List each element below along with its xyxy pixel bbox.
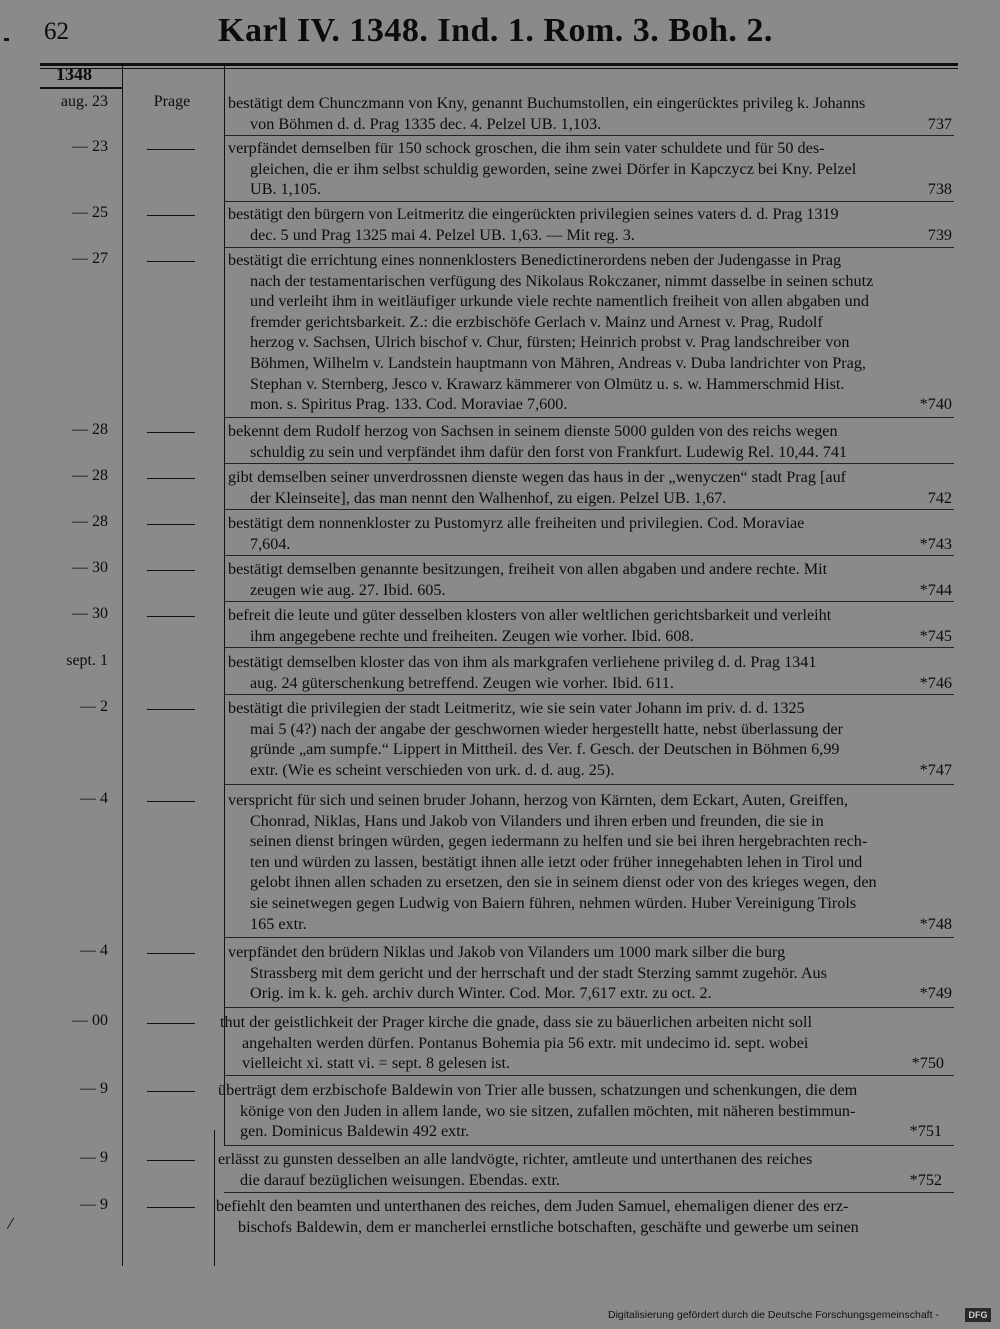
entry-line: Böhmen, Wilhelm v. Landstein hauptmann von Mähren, Andreas v. Duba landrichter von Prag, — [250, 353, 866, 372]
entry-text — [228, 652, 952, 693]
entry-line-text: dec. 5 und Prag 1325 mai 4. Pelzel UB. 1,63. — Mit reg. 3. — [250, 225, 635, 244]
place-ditto-dash — [147, 1023, 195, 1024]
entry-line: schuldig zu sein und verpfändet ihm dafür den forst von Frankfurt. Ludewig Rel. 10,44. 741 — [250, 442, 848, 461]
entry-date: — 28 — [72, 421, 108, 438]
entry-line: seinen dienst bringen würden, gegen iedermann zu helfen und sie bei ihren hergebrachten rech- — [250, 832, 868, 851]
entry-line-text: aug. 24 güterschenkung betreffend. Zeugen wie vorher. Ibid. 611. — [250, 673, 674, 692]
regest-number: *751 — [909, 1122, 942, 1141]
entry-divider — [224, 247, 954, 248]
place-ditto-dash — [147, 1160, 195, 1161]
entry-line: verpfändet den brüdern Niklas und Jakob von Vilanders um 1000 mark silber die burg — [228, 943, 786, 961]
entry-divider — [224, 509, 954, 510]
entry-text — [228, 698, 952, 780]
entry-line — [228, 914, 952, 935]
place-ditto-dash — [147, 261, 195, 262]
place-ditto-dash — [147, 215, 195, 216]
regest-number: *746 — [919, 673, 952, 692]
entry-line-text: extr. (Wie es scheint verschieden von urk. d. d. aug. 25). — [250, 760, 615, 779]
entry-date: — 00 — [72, 1012, 108, 1029]
entry-line — [228, 626, 952, 647]
place-ditto-dash — [147, 432, 195, 433]
entry-line: thut der geistlichkeit der Prager kirche die gnade, dass sie zu bäuerlichen arbeiten nicht soll — [220, 1013, 812, 1031]
entry-date: — 2 — [80, 698, 108, 715]
entry-line: bestätigt die errichtung eines nonnenklosters Benedictinerordens neben der Judengasse in Prag — [228, 251, 842, 269]
entry-date: — 9 — [80, 1196, 108, 1213]
entry-text — [228, 138, 952, 200]
year-rule — [40, 87, 122, 89]
entry-text — [228, 559, 952, 600]
entry-line: bestätigt dem Chunczmann von Kny, genannt Buchumstollen, ein eingerücktes privileg k. Johanns — [228, 94, 866, 112]
regest-number: *749 — [919, 984, 952, 1003]
entry-line: fremder gerichtsbarkeit. Z.: die erzbischöfe Gerlach v. Mainz und Arnest v. Prag, Rudolf — [250, 312, 823, 331]
entry-divider — [224, 937, 954, 938]
entry-line: könige von den Juden in allem lande, wo sie sitzen, zufallen möchten, mit näheren bestimmun- — [240, 1101, 856, 1120]
place-ditto-dash — [147, 524, 195, 525]
entry-line: befiehlt den beamten und unterthanen des reiches, dem Juden Samuel, ehemaligen diener des erz- — [216, 1197, 849, 1215]
entry-text — [228, 942, 952, 1004]
entry-line-text: von Böhmen d. d. Prag 1335 dec. 4. Pelzel UB. 1,103. — [250, 114, 602, 133]
entry-divider — [224, 135, 954, 136]
entry-line: angehalten werden dürfen. Pontanus Bohemia pia 56 extr. mit undecimo id. sept. wobei — [242, 1033, 809, 1052]
entry-date: — 28 — [72, 467, 108, 484]
entry-date: — 23 — [72, 138, 108, 155]
entry-line — [228, 760, 952, 781]
place-ditto-dash — [147, 616, 195, 617]
entry-divider — [224, 784, 954, 785]
entry-line: mai 5 (4?) nach der angabe der geschwornen wieder hergestellt hatte, nebst überlassung der — [250, 719, 844, 738]
entry-text — [228, 204, 952, 245]
entry-text — [228, 421, 952, 462]
column-divider-place — [224, 66, 225, 1146]
place-ditto-dash — [147, 709, 195, 710]
entry-line: gelobt ihnen allen schaden zu ersetzen, den sie in seinem dienst oder von des krieges wegen, den — [250, 873, 877, 892]
entry-line: gibt demselben seiner unverdrossnen dienste wegen das haus in der „wenyczen“ stadt Prag [auf — [228, 468, 847, 486]
entry-line: herzog v. Sachsen, Ulrich bischof v. Chur, fürsten; Heinrich probst v. Prag landschreiber von — [250, 333, 850, 352]
entry-date: — 9 — [80, 1080, 108, 1097]
entry-line — [228, 225, 952, 246]
regest-number: 742 — [927, 488, 952, 507]
entry-date: — 30 — [72, 559, 108, 576]
entry-text — [228, 250, 952, 415]
dfg-logo: DFG — [965, 1308, 991, 1322]
entry-line: bestätigt demselben genannte besitzungen, freiheit von allen abgaben und andere rechte. Mit — [228, 560, 828, 578]
entry-line — [228, 580, 952, 601]
column-divider-place-lower — [214, 1130, 215, 1266]
entry-text — [228, 467, 952, 508]
entry-line: verspricht für sich und seinen bruder Johann, herzog von Kärnten, dem Eckart, Auten, Greiffen, — [228, 791, 849, 809]
entry-line — [228, 534, 952, 555]
entry-divider — [224, 1075, 954, 1076]
entry-line — [220, 1053, 944, 1074]
entry-divider — [224, 1192, 954, 1193]
place-ditto-dash — [147, 1091, 195, 1092]
entry-line-text: der Kleinseite], das man nennt den Walhenhof, zu eigen. Pelzel UB. 1,67. — [250, 488, 727, 507]
entry-line: Chonrad, Niklas, Hans und Jakob von Vilanders und ihren erben und freunden, die sie in — [250, 811, 824, 830]
entry-place: Prage — [153, 93, 191, 110]
entry-line-text: 7,604. — [250, 534, 291, 553]
entry-line — [218, 1121, 942, 1142]
header-rule-thin — [40, 68, 958, 69]
entry-line: gründe „am sumpfe.“ Lippert in Mittheil. des Ver. f. Gesch. der Deutschen in Böhmen 6,99 — [250, 740, 840, 759]
entry-text — [220, 1012, 944, 1074]
running-title: Karl IV. 1348. Ind. 1. Rom. 3. Boh. 2. — [218, 12, 773, 49]
regest-number: 738 — [927, 180, 952, 199]
entry-divider — [224, 1145, 954, 1146]
entry-date: — 28 — [72, 513, 108, 530]
regest-number: *752 — [909, 1170, 942, 1189]
entry-text — [228, 93, 952, 134]
entry-line: bestätigt dem nonnenkloster zu Pustomyrz alle freiheiten und privilegien. Cod. Moraviae — [228, 514, 805, 532]
entry-line — [228, 179, 952, 200]
entry-line-text: vielleicht xi. statt vi. = sept. 8 gelesen ist. — [242, 1054, 511, 1073]
entry-line-text: gen. Dominicus Baldewin 492 extr. — [240, 1122, 470, 1141]
entry-date: sept. 1 — [66, 652, 108, 669]
regest-number: 737 — [927, 114, 952, 133]
regest-number: *750 — [911, 1054, 944, 1073]
place-ditto-dash — [147, 801, 195, 802]
regest-number: *744 — [919, 580, 952, 599]
entry-line: verpfändet demselben für 150 schock groschen, die ihm sein vater schuldete und für 50 des- — [228, 139, 825, 157]
page-header — [0, 12, 1000, 56]
entry-text — [218, 1080, 942, 1142]
column-divider-date — [122, 66, 123, 1266]
entry-date: aug. 23 — [60, 93, 108, 110]
place-ditto-dash — [147, 1207, 195, 1208]
entry-date: — 25 — [72, 204, 108, 221]
entry-line-text: ihm angegebene rechte und freiheiten. Zeugen wie vorher. Ibid. 608. — [250, 626, 694, 645]
entry-line — [228, 114, 952, 135]
entry-line: bestätigt demselben kloster das von ihm als markgrafen verliehene privileg d. d. Prag 1341 — [228, 653, 817, 671]
entry-line-text: UB. 1,105. — [250, 180, 322, 199]
entry-text — [228, 605, 952, 646]
entry-divider — [224, 647, 954, 648]
regest-number: *747 — [919, 760, 952, 779]
entry-line-text: 165 extr. — [250, 914, 307, 933]
header-rule — [40, 63, 958, 66]
entry-divider — [224, 417, 954, 418]
page-number: 62 — [44, 18, 69, 45]
regest-number: *740 — [919, 395, 952, 414]
entry-line: bekennt dem Rudolf herzog von Sachsen in seinem dienste 5000 gulden von des reichs wegen — [228, 422, 838, 440]
entry-text — [218, 1149, 942, 1190]
regest-number: 739 — [927, 225, 952, 244]
entry-line — [228, 394, 952, 415]
entry-date: — 9 — [80, 1149, 108, 1166]
place-ditto-dash — [147, 953, 195, 954]
entry-text — [228, 513, 952, 554]
entry-divider — [224, 555, 954, 556]
entry-line: ten und würden zu lassen, bestätigt ihnen alle ietzt oder früher innegehabten lehen in Tirol und — [250, 852, 863, 871]
entry-line-text: mon. s. Spiritus Prag. 133. Cod. Moraviae 7,600. — [250, 395, 568, 414]
entry-line: überträgt dem erzbischofe Baldewin von Trier alle bussen, schatzungen und schenkungen, die dem — [218, 1081, 858, 1099]
regest-number: *745 — [919, 626, 952, 645]
entry-line: bestätigt den bürgern von Leitmeritz die eingerückten privilegien seines vaters d. d. Prag 1319 — [228, 205, 839, 223]
entry-line: sie seinetwegen gegen Ludwig von Baiern führen, nehmen würden. Huber Vereinigung Tirols — [250, 893, 857, 912]
entry-line: gleichen, die er ihm selbst schuldig geworden, seine zwei Dörfer in Kapczycz bei Kny. Pelzel — [250, 159, 857, 178]
entry-divider — [224, 201, 954, 202]
entry-date: — 27 — [72, 250, 108, 267]
entry-line-text: Orig. im k. k. geh. archiv durch Winter. Cod. Mor. 7,617 extr. zu oct. 2. — [250, 984, 712, 1003]
entry-date: — 4 — [80, 790, 108, 807]
place-ditto-dash — [147, 570, 195, 571]
entry-line — [228, 673, 952, 694]
entry-line: bestätigt die privilegien der stadt Leitmeritz, wie sie sein vater Johann im priv. d. d. 1325 — [228, 699, 805, 717]
regest-number: *743 — [919, 534, 952, 553]
entry-divider — [224, 463, 954, 464]
entry-line-text: zeugen wie aug. 27. Ibid. 605. — [250, 580, 446, 599]
entry-date: — 4 — [80, 942, 108, 959]
entry-line: Stephan v. Sternberg, Jesco v. Krawarz kämmerer von Olmütz u. s. w. Hammerschmid Hist. — [250, 374, 845, 393]
entry-text — [228, 790, 952, 934]
entry-text — [216, 1196, 940, 1237]
entry-line: erlässt zu gunsten desselben an alle landvögte, richter, amtleute und unterthanen des reiches — [218, 1150, 813, 1168]
margin-pencil-mark: / — [6, 1212, 16, 1234]
regest-number: *748 — [919, 914, 952, 933]
entry-line — [228, 488, 952, 509]
entry-divider — [224, 694, 954, 695]
entry-line-text: die darauf bezüglichen weisungen. Ebendas. extr. — [240, 1170, 561, 1189]
place-ditto-dash — [147, 478, 195, 479]
entry-divider — [224, 1007, 954, 1008]
entry-line: befreit die leute und güter desselben klosters von aller weltlichen gerichtsbarkeit und verleiht — [228, 606, 832, 624]
place-ditto-dash — [147, 149, 195, 150]
entry-line: und verleiht ihm in weitläufiger urkunde viele rechte namentlich freiheit von allen abgaben und — [250, 292, 869, 311]
margin-dash — [4, 38, 9, 41]
entry-date: — 30 — [72, 605, 108, 622]
entry-line: nach der testamentarischen verfügung des Nikolaus Rokczaner, nimmt dasselbe in seinen schutz — [250, 271, 874, 290]
year-label: 1348 — [56, 64, 92, 84]
entry-divider — [224, 601, 954, 602]
entry-line: bischofs Baldewin, dem er mancherlei ernstliche botschaften, geschäfte und gewerbe um seinen — [238, 1217, 859, 1236]
entry-line — [218, 1170, 942, 1191]
entry-line: Strassberg mit dem gericht und der herrschaft und der stadt Sterzing sammt zugehör. Aus — [250, 963, 827, 982]
digitization-credit: Digitalisierung gefördert durch die Deutsche Forschungsgemeinschaft - — [608, 1309, 939, 1321]
entry-line — [228, 983, 952, 1004]
